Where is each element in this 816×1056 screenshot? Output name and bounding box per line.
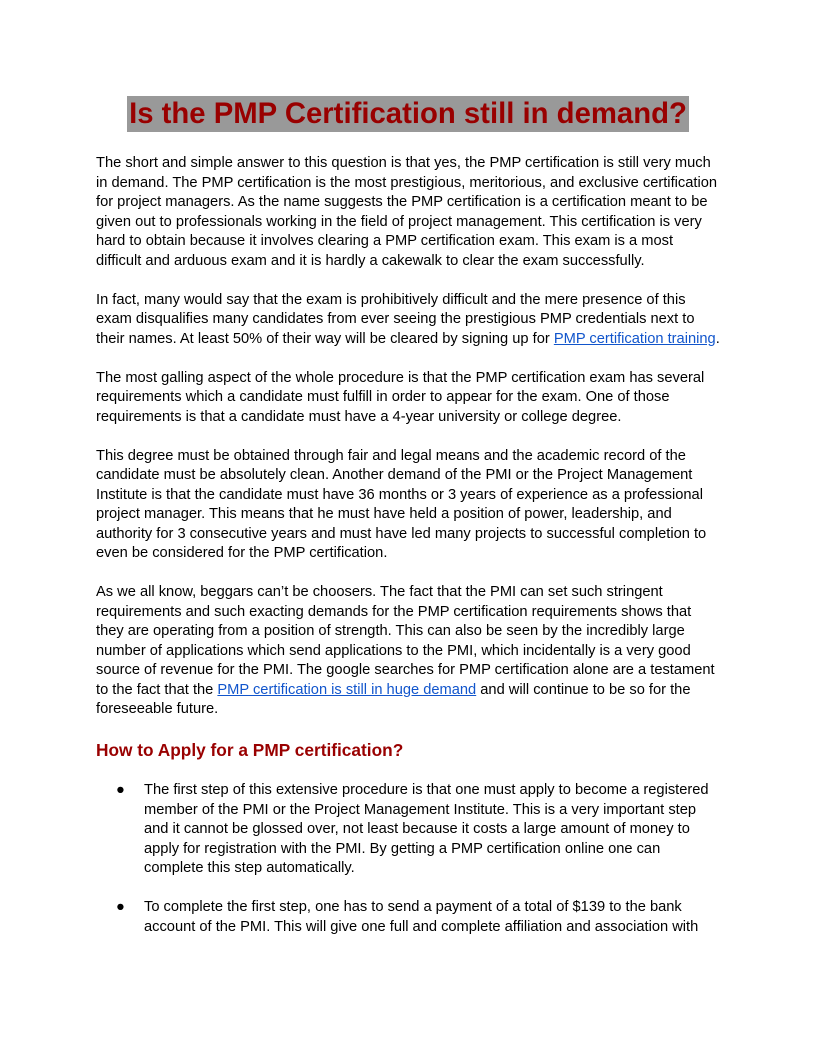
bullet-icon: ● [116,782,125,798]
pmp-certification-training-link[interactable]: PMP certification training [553,330,716,347]
paragraph-2-text-before: In fact, many would say that the exam is prohibitively difficult and the mere presence of this exam disqualifies many candidates from ever seeing the prestigious PMP credentials next to their names. At least 50% of their way will be cleared by signing up for [96,291,695,347]
paragraph-5 [96,583,720,720]
paragraph-2 [96,291,720,350]
paragraph-3: The most galling aspect of the whole procedure is that the PMP certification exam has several requirements which a candidate must fulfill in order to appear for the exam. One of those requirements is that a candidate must have a 4-year university or college degree. [96,369,705,425]
pmp-demand-link[interactable]: PMP certification is still in huge demand [217,681,477,698]
paragraph-5-text-after: and will continue to be so for the foreseeable future. [96,681,691,717]
bullet-icon: ● [116,899,125,915]
paragraph-1: The short and simple answer to this question is that yes, the PMP certification is still very much in demand. The PMP certification is the most prestigious, meritorious, and exclusive certification for project managers. As the name suggests the PMP certification is a certification meant to be given out to professionals working in the field of project management. This certification is very hard to obtain because it involves clearing a PMP certification exam. This exam is a most difficult and arduous exam and it is hardly a cakewalk to clear the exam successfully. [96,155,718,269]
paragraph-4: This degree must be obtained through fair and legal means and the academic record of the candidate must be absolutely clean. Another demand of the PMI or the Project Management Institute is that the candidate must have 36 months or 3 years of experience as a professional project manager. This means that he must have held a position of power, leadership, and authority for 3 consecutive years and must have led many projects to successful completion to even be considered for the PMP certification. [96,447,707,561]
paragraph-2-text-after: . [715,330,720,347]
steps-list [96,781,720,937]
title-container [96,96,720,132]
list-item [96,898,720,937]
document-page [96,96,720,957]
paragraph-5-text-before: As we all know, beggars can’t be choosers. The fact that the PMI can set such stringent requirements and such exacting demands for the PMP certification requirements shows that they are operating from a position of strength. This can also be seen by the incredibly large number of applications which send applications to the PMI, which incidentally is a very good source of revenue for the PMI. The google searches for PMP certification alone are a testament to the fact that the [96,584,715,698]
list-item-text: To complete the first step, one has to send a payment of a total of $139 to the bank account of the PMI. This will give one full and complete affiliation and association with [144,899,699,935]
section-heading: How to Apply for a PMP certification? [96,740,404,760]
list-item [96,781,720,879]
page-title: Is the PMP Certification still in demand? [129,97,687,130]
list-item-text: The first step of this extensive procedure is that one must apply to become a registered member of the PMI or the Project Management Institute. This is a very important step and it cannot be glossed over, not least because it costs a large amount of money to apply for registration with the PMI. By getting a PMP certification online one can complete this step automatically. [144,782,709,876]
